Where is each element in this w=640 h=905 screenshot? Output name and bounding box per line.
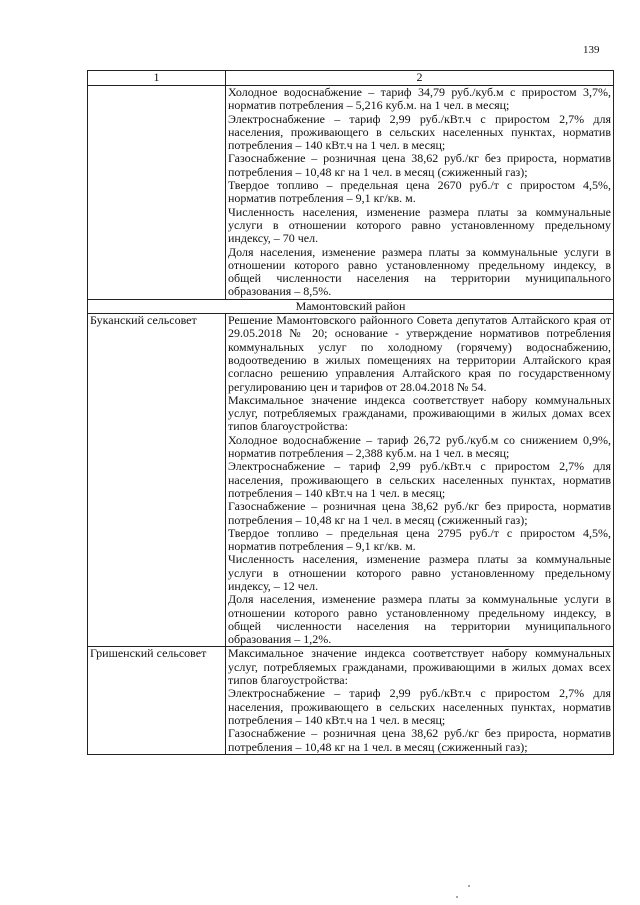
table-row [88, 86, 614, 300]
paragraph: Электроснабжение – тариф 2,99 руб./кВт.ч с приростом 2,7% для населения, проживающего в сельских населенных пунктах, норматив потребления – 140 кВт.ч на 1 чел. в месяц; [228, 459, 611, 500]
row1-municipality [88, 86, 226, 300]
row3-municipality: Гришенский сельсовет [88, 647, 226, 754]
paragraph: Электроснабжение – тариф 2,99 руб./кВт.ч с приростом 2,7% для населения, проживающего в сельских населенных пунктах, норматив потребления – 140 кВт.ч на 1 чел. в месяц; [228, 686, 611, 727]
paragraph: Решение Мамонтовского районного Совета депутатов Алтайского края от 29.05.2018 № 20; основание - утверждение нормативов потребления коммунальных услуг по холодному (горячему) водоснабжению, водоотведению в жилых помещениях на территории Алтайского края согласно решению управления Алтайского края по государственному регулированию цен и тарифов от 28.04.2018 № 54. [228, 313, 611, 394]
page-number: 139 [583, 44, 600, 56]
row2-municipality: Буканский сельсовет [88, 314, 226, 647]
header-col-2: 2 [226, 71, 614, 86]
table-row [88, 647, 614, 754]
section-title: Мамонтовский район [88, 299, 614, 313]
paragraph: Холодное водоснабжение – тариф 34,79 руб./куб.м с приростом 3,7%, норматив потребления – 5,216 куб.м. на 1 чел. в месяц; [228, 85, 611, 113]
paragraph: Численность населения, изменение размера платы за коммунальные услуги в отношении которого равно установленному предельному индексу, – 70 чел. [228, 204, 611, 246]
table-row [88, 314, 614, 647]
table-header-row [88, 71, 614, 86]
paragraph: Доля населения, изменение размера платы за коммунальные услуги в отношении которого равно установленному предельному индексу, в общей численности населения на территории муниципального образования – 1,2%. [228, 592, 611, 647]
paragraph: Численность населения, изменение размера платы за коммунальные услуги в отношении которого равно установленному предельному индексу, – 12 чел. [228, 552, 611, 593]
paragraph: Газоснабжение – розничная цена 38,62 руб./кг без прироста, норматив потребления – 10,48 кг на 1 чел. в месяц (сжиженный газ); [228, 726, 611, 754]
row1-description [226, 86, 614, 300]
paragraph: Максимальное значение индекса соответствует набору коммунальных услуг, потребляемых гражданами, проживающими в жилых домах всех типов благоустройства: [228, 646, 611, 688]
paragraph: Твердое топливо – предельная цена 2670 руб./т с приростом 4,5%, норматив потребления – 9,1 кг/кв. м. [228, 178, 611, 206]
paragraph: Газоснабжение – розничная цена 38,62 руб./кг без прироста, норматив потребления – 10,48 кг на 1 чел. в месяц (сжиженный газ); [228, 151, 611, 179]
paragraph: Максимальное значение индекса соответствует набору коммунальных услуг, потребляемых гражданами, проживающими в жилых домах всех типов благоустройства: [228, 392, 611, 434]
tariff-table [87, 70, 614, 755]
row2-description [226, 314, 614, 647]
section-row [88, 299, 614, 313]
paragraph: Электроснабжение – тариф 2,99 руб./кВт.ч с приростом 2,7% для населения, проживающего в сельских населенных пунктах, норматив потребления – 140 кВт.ч на 1 чел. в месяц; [228, 111, 611, 153]
scan-speck [456, 896, 458, 898]
paragraph: Газоснабжение – розничная цена 38,62 руб./кг без прироста, норматив потребления – 10,48 кг на 1 чел. в месяц (сжиженный газ); [228, 499, 611, 527]
header-col-1: 1 [88, 71, 226, 86]
paragraph: Доля населения, изменение размера платы за коммунальные услуги в отношении которого равно установленному предельному индексу, в общей численности населения на территории муниципального образования – 8,5%. [228, 244, 611, 299]
row3-description [226, 647, 614, 754]
paragraph: Холодное водоснабжение – тариф 26,72 руб./куб.м со снижением 0,9%, норматив потребления – 2,388 куб.м. на 1 чел. в месяц; [228, 432, 611, 461]
scan-speck [468, 885, 470, 887]
paragraph: Твердое топливо – предельная цена 2795 руб./т с приростом 4,5%, норматив потребления – 9,1 кг/кв. м. [228, 525, 611, 554]
